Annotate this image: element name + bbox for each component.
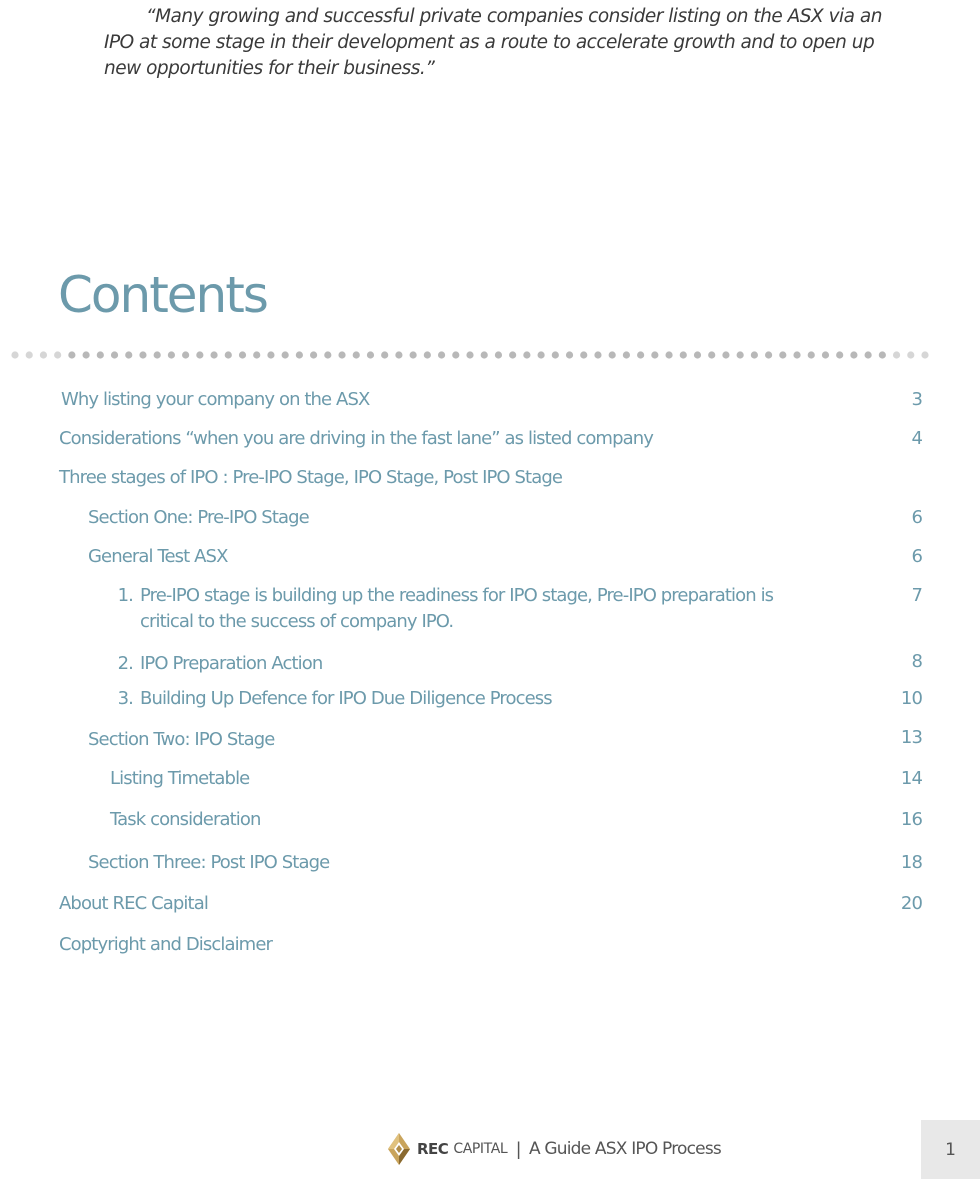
footer-separator: | — [516, 1138, 521, 1159]
divider-dot — [779, 351, 786, 358]
divider-dot — [722, 351, 729, 358]
divider-dot — [594, 351, 601, 358]
divider-dot — [68, 351, 75, 358]
toc-label: Building Up Defence for IPO Due Diligence Process — [140, 688, 552, 709]
quote-line-1: “Many growing and successful private companies consider listing on the ASX via an — [146, 6, 882, 27]
divider-dot — [566, 351, 573, 358]
divider-dot — [353, 351, 360, 358]
toc-page-number: 6 — [911, 546, 922, 567]
toc-label: Section One: Pre-IPO Stage — [88, 507, 309, 528]
toc-label: Coptyright and Disclaimer — [59, 934, 272, 955]
contents-heading: Contents — [58, 266, 267, 324]
toc-label: Section Three: Post IPO Stage — [88, 852, 330, 873]
divider-dot — [196, 351, 203, 358]
divider-dot — [424, 351, 431, 358]
divider-dot — [282, 351, 289, 358]
toc-label: About REC Capital — [59, 893, 208, 914]
page-number: 1 — [945, 1139, 956, 1160]
divider-dot — [907, 351, 914, 358]
divider-dot — [552, 351, 559, 358]
divider-dot — [239, 351, 246, 358]
divider-dot — [395, 351, 402, 358]
divider-dot — [210, 351, 217, 358]
divider-dot — [154, 351, 161, 358]
divider-dot — [139, 351, 146, 358]
toc-page-number: 8 — [911, 651, 922, 672]
toc-item-number: 3. — [117, 688, 133, 709]
toc-label: Section Two: IPO Stage — [88, 729, 275, 750]
quote-line-3: new opportunities for their business.” — [104, 58, 435, 79]
divider-dot — [26, 351, 33, 358]
toc-label: Considerations “when you are driving in the fast lane” as listed company — [59, 428, 653, 449]
divider-dot — [338, 351, 345, 358]
divider-dot — [836, 351, 843, 358]
divider-dot — [921, 351, 928, 358]
divider-dot — [40, 351, 47, 358]
divider-dot — [253, 351, 260, 358]
divider-dot — [225, 351, 232, 358]
divider-dot — [11, 351, 18, 358]
toc-page-number: 4 — [911, 428, 922, 449]
toc-item-number: 1. — [117, 585, 133, 606]
divider-dot — [808, 351, 815, 358]
toc-label: Listing Timetable — [110, 768, 250, 789]
rec-capital-logo-icon — [387, 1132, 411, 1166]
divider-dot — [97, 351, 104, 358]
brand-suffix: CAPITAL — [453, 1141, 508, 1157]
divider-dot — [680, 351, 687, 358]
divider-dot — [879, 351, 886, 358]
toc-page-number: 13 — [900, 727, 922, 748]
divider-dot — [609, 351, 616, 358]
toc-page-number: 7 — [911, 585, 922, 606]
divider-dot — [438, 351, 445, 358]
toc-label: Pre-IPO stage is building up the readiness for IPO stage, Pre-IPO preparation is — [140, 585, 774, 606]
toc-label: IPO Preparation Action — [140, 653, 323, 674]
divider-dot — [765, 351, 772, 358]
toc-label-continued: critical to the success of company IPO. — [140, 611, 454, 632]
toc-page-number: 6 — [911, 507, 922, 528]
divider-dot — [651, 351, 658, 358]
toc-item-number: 2. — [117, 653, 133, 674]
toc-page-number: 16 — [900, 809, 922, 830]
divider-dot — [793, 351, 800, 358]
toc-label: Three stages of IPO : Pre-IPO Stage, IPO Stage, Post IPO Stage — [59, 467, 563, 488]
divider-dot — [367, 351, 374, 358]
divider-dot — [523, 351, 530, 358]
divider-dot — [267, 351, 274, 358]
quote-line-2: IPO at some stage in their development as a route to accelerate growth and to open up — [104, 32, 875, 53]
page-footer — [387, 1132, 721, 1166]
divider-dot — [537, 351, 544, 358]
divider-dot — [324, 351, 331, 358]
toc-label: Task consideration — [110, 809, 261, 830]
divider-dot — [580, 351, 587, 358]
toc-label: Why listing your company on the ASX — [61, 389, 370, 410]
toc-entry-pre-ipo-readiness[interactable] — [0, 583, 922, 635]
divider-dot — [111, 351, 118, 358]
divider-dot — [410, 351, 417, 358]
divider-dot — [822, 351, 829, 358]
divider-dot — [481, 351, 488, 358]
toc-label: General Test ASX — [88, 546, 228, 567]
divider-dot — [125, 351, 132, 358]
divider-dot — [54, 351, 61, 358]
divider-dot — [708, 351, 715, 358]
divider-dot — [737, 351, 744, 358]
dotted-divider — [10, 350, 930, 360]
document-title: A Guide ASX IPO Process — [528, 1139, 721, 1159]
toc-page-number: 20 — [900, 893, 922, 914]
divider-dot — [381, 351, 388, 358]
divider-dot — [623, 351, 630, 358]
divider-dot — [495, 351, 502, 358]
divider-dot — [694, 351, 701, 358]
divider-dot — [296, 351, 303, 358]
divider-dot — [509, 351, 516, 358]
brand-name: REC — [417, 1140, 449, 1158]
toc-page-number: 18 — [900, 852, 922, 873]
divider-dot — [865, 351, 872, 358]
toc-page-number: 3 — [911, 389, 922, 410]
page-number-box — [921, 1120, 980, 1179]
toc-page-number: 14 — [900, 768, 922, 789]
divider-dot — [452, 351, 459, 358]
divider-dot — [850, 351, 857, 358]
divider-dot — [637, 351, 644, 358]
divider-dot — [893, 351, 900, 358]
divider-dot — [182, 351, 189, 358]
divider-dot — [82, 351, 89, 358]
divider-dot — [466, 351, 473, 358]
toc-page-number: 10 — [900, 688, 922, 709]
divider-dot — [665, 351, 672, 358]
intro-quote — [104, 4, 884, 82]
divider-dot — [310, 351, 317, 358]
divider-dot — [168, 351, 175, 358]
divider-dot — [751, 351, 758, 358]
